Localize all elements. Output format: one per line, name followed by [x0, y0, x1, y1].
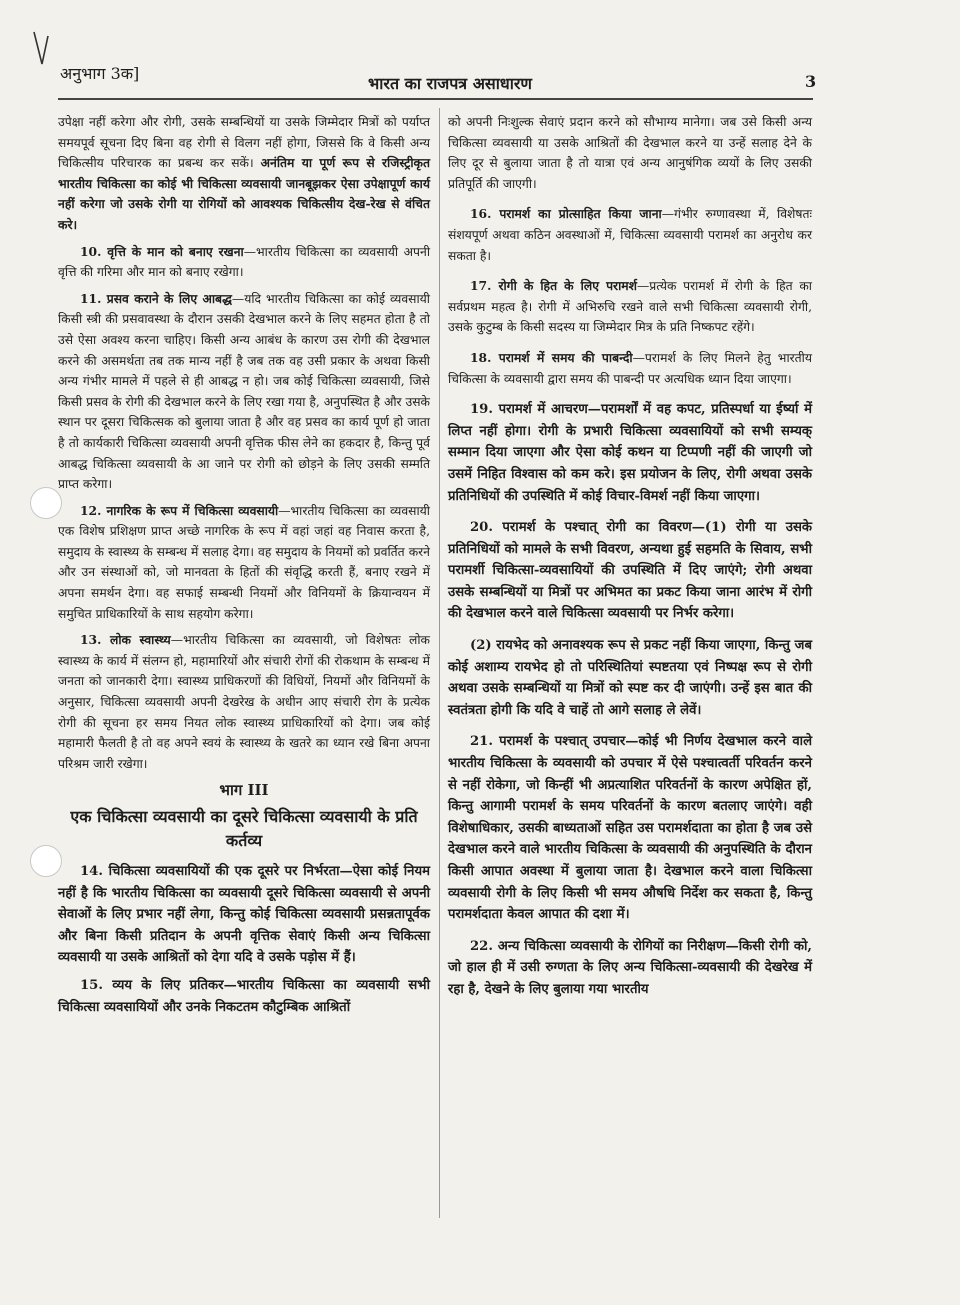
section-17: 17. रोगी के हित के लिए परामर्श—प्रत्येक परामर्श में रोगी के हित का सर्वप्रथम महत्व है। रोगी में अभिरुचि रखने वाले सभी चिकित्सा व्यवसायी रोगी, उसके कुटुम्ब के किसी सदस्य या जिम्मेदार मित्र के प्रति निष्कपट रहेंगे। [448, 278, 812, 335]
section-16: 16. परामर्श का प्रोत्साहित किया जाना—गंभीर रुग्णावस्था में, विशेषतः संशयपूर्ण अथवा कठिन अवस्थाओं में, चिकित्सा व्यवसायी परामर्श का अनुरोध कर सकता है। [448, 206, 813, 263]
section-16-heading: 16. परामर्श का प्रोत्साहित किया जाना [470, 206, 662, 222]
section-12: 12. नागरिक के रूप में चिकित्सा व्यवसायी—भारतीय चिकित्सा का व्यवसायी एक विशेष प्रशिक्षण प्राप्त अच्छे नागरिक के रूप में वहां जहां वह निवास करता है, समुदाय के स्वास्थ्य के सम्बन्ध में सलाह देगा। वह समुदाय के नियमों को प्रवर्तित करने और उन संस्थाओं को, जो मानवता के हितों की संवृद्धि करती हैं, बनाए रखने में अपना समर्थन देगा। वह सफाई सम्बन्धी नियमों और विनियमों के क्रियान्वयन में समुचित प्राधिकारियों के साथ सहयोग करेगा। [58, 502, 430, 621]
section-20-heading: 20. परामर्श के पश्चात् रोगी का विवरण [470, 520, 692, 536]
section-18: 18. परामर्श में समय की पाबन्दी—परामर्श के लिए मिलने हेतु भारतीय चिकित्सा के व्यवसायी द्वारा समय की पाबन्दी पर अत्यधिक ध्यान दिया जाएगा। [448, 349, 812, 386]
section-13-heading: 13. लोक स्वास्थ्य [80, 632, 171, 648]
section-12-heading: 12. नागरिक के रूप में चिकित्सा व्यवसायी [80, 502, 279, 518]
section-19-heading: 19. परामर्श में आचरण [470, 402, 588, 418]
part-title: एक चिकित्सा व्यवसायी का दूसरे चिकित्सा व्यवसायी के प्रति कर्तव्य [70, 807, 418, 850]
section-20-clause-2: (2) रायभेद को अनावश्यक रूप से प्रकट नहीं किया जाएगा, किन्तु जब कोई अशाम्य रायभेद हो तो परिस्थितियां स्पष्टतया एवं निष्पक्ष रूप से रोगी अथवा उसके सम्बन्धियों या मित्रों को स्पष्ट कर दी जाएंगी। उन्हें इस बात की स्वतंत्रता होगी कि यदि वे चाहें तो आगे सलाह ले लेवें। [448, 638, 812, 718]
column-divider [439, 108, 440, 1218]
gazette-title: भारत का राजपत्र असाधारण [368, 74, 532, 93]
section-18-heading: 18. परामर्श में समय की पाबन्दी [470, 349, 633, 365]
header-rule [58, 98, 813, 100]
paragraph-intro: उपेक्षा नहीं करेगा और रोगी, उसके सम्बन्धियों या उसके जिम्मेदार मित्रों को पर्याप्त समयपूर्व सूचना दिए बिना वह रोगी से विलग नहीं होगा, जिससे कि वे किसी अन्य चिकित्सीय परिचारक का प्रबन्ध कर सकें। अनंतिम या पूर्ण रूप से रजिस्ट्रीकृत भारतीय चिकित्सा का कोई भी चिकित्सा व्यवसायी जानबूझकर ऐसा उपेक्षापूर्ण कार्य नहीं करेगा जो उसके रोगी या रोगियों को आवश्यक चिकित्सीय देख-रेख से वंचित करे। [58, 115, 430, 232]
section-17-heading: 17. रोगी के हित के लिए परामर्श [470, 278, 637, 294]
section-14: 14. चिकित्सा व्यवसायियों की एक दूसरे पर निर्भरता—ऐसा कोई नियम नहीं है कि भारतीय चिकित्सा का व्यवसायी दूसरे चिकित्सा व्यवसायी से अपनी सेवाओं के लिए प्रभार नहीं लेगा, किन्तु कोई चिकित्सा व्यवसायी प्रसन्नतापूर्वक और बिना किसी प्रतिदान के अपनी वृत्तिक सेवाएं किसी अन्य चिकित्सा व्यवसायी या उसके आश्रितों को देगा यदि वे उसके पड़ोस में हैं। [58, 864, 430, 966]
section-10: 10. वृत्ति के मान को बनाए रखना—भारतीय चिकित्सा का व्यवसायी अपनी वृत्ति की गरिमा और मान को बनाए रखेगा। [58, 243, 431, 280]
section-11: 11. प्रसव कराने के लिए आबद्ध—यदि भारतीय चिकित्सा का कोई व्यवसायी किसी स्त्री की प्रसवावस्था के दौरान उसकी देखभाल करने के लिए सहमत होता है तो उसे ऐसा अवश्य करना चाहिए। किसी अन्य आबंध के कारण उस रोगी की देखभाल करने की असमर्थता तब तक मान्य नहीं है जब तक वह उसी प्रकार के अथवा किसी अन्य गंभीर मामले में पहले से ही आबद्ध न हो। जब कोई चिकित्सा व्यवसायी, जिसे किसी प्रसव के रोगी की देखभाल करने के लिए रखा गया है, अनुपस्थित है और उसके स्थान पर दूसरा चिकित्सक को बुलाया जाता है और वह प्रसव का कार्य पूर्ण हो जाता है तो कार्यकारी चिकित्सा व्यवसायी अपनी वृत्तिक फीस लेने का हकदार है, किन्तु पूर्व आबद्ध चिकित्सा व्यवसायी के आ जाने पर रोगी को छोड़ने के लिए उसकी सम्मति प्राप्त करेगा। [58, 290, 430, 492]
section-label: अनुभाग 3क] [60, 64, 140, 83]
section-22: 22. अन्य चिकित्सा व्यवसायी के रोगियों का निरीक्षण—किसी रोगी को, जो हाल ही में उसी रुग्णता के लिए अन्य चिकित्सा-व्यवसायी की देखरेख में रहा है, देखने के लिए बुलाया गया भारतीय [448, 938, 812, 997]
section-20: 20. परामर्श के पश्चात् रोगी का विवरण—(1) रोगी या उसके प्रतिनिधियों को मामले के सभी विवरण, अन्यथा हुई सहमति के सिवाय, सभी परामर्शी चिकित्सा-व्यवसायियों की उपस्थिति में दिए जाएंगे; रोगी अथवा उसके सम्बन्धियों या मित्रों पर अभिमत का प्रकट किया जाना आरंभ में रोगी की देखभाल करने वाले चिकित्सा व्यवसायी पर निर्भर करेगा। [448, 520, 812, 622]
left-column [58, 112, 430, 1024]
intro-bold-text: अनंतिम या पूर्ण रूप से रजिस्ट्रीकृत भारतीय चिकित्सा का कोई भी चिकित्सा व्यवसायी जानबूझकर ऐसा उपेक्षापूर्ण कार्य नहीं करेगा जो उसके रोगी या रोगियों को आवश्यक चिकित्सीय देख-रेख से वंचित करे। [58, 155, 430, 232]
section-15: 15. व्यय के लिए प्रतिकर—भारतीय चिकित्सा का व्यवसायी सभी चिकित्सा व्यवसायियों और उनके निकटतम कौटुम्बिक आश्रितों [58, 977, 430, 1015]
right-column [448, 112, 812, 1011]
paragraph-continued: को अपनी निःशुल्क सेवाएं प्रदान करने को सौभाग्य मानेगा। जब उसे किसी अन्य चिकित्सा व्यवसायी या उसके आश्रितों की देखभाल करने या उन्हें सलाह देने के लिए दूर से बुलाया जाता है तो यात्रा एवं अन्य आनुषंगिक व्ययों के लिए उसकी प्रतिपूर्ति की जाएगी। [448, 115, 812, 191]
pen-mark-icon [32, 30, 52, 70]
section-21: 21. परामर्श के पश्चात् उपचार—कोई भी निर्णय देखभाल करने वाले भारतीय चिकित्सा के व्यवसायी को उपचार में ऐसे पश्चात्वर्ती परिवर्तन करने से नहीं रोकेगा, जो किन्हीं भी अप्रत्याशित परिवर्तनों के कारण अपेक्षित हों, किन्तु आगामी परामर्श के समय परिवर्तनों के कारण बतलाए जाएंगे। वही विशेषाधिकार, उसकी बाध्यताओं सहित उस परामर्शदाता का होता है जब उसे देखभाल करने वाले भारतीय चिकित्सा के व्यवसायी की अनुपस्थिति के दौरान किसी आपात अवस्था में बुलाया जाता है। देखभाल करने वाला चिकित्सा व्यवसायी रोगी के लिए किसी भी समय औषधि निर्देश कर सकता है, किन्तु परामर्शदाता केवल आपात की दशा में। [448, 734, 813, 923]
part-label: भाग III [219, 781, 269, 800]
section-22-heading: 22. अन्य चिकित्सा व्यवसायी के रोगियों का निरीक्षण [470, 938, 726, 954]
section-11-heading: 11. प्रसव कराने के लिए आबद्ध [80, 290, 232, 306]
section-13: 13. लोक स्वास्थ्य—भारतीय चिकित्सा का व्यवसायी, जो विशेषतः लोक स्वास्थ्य के कार्य में संलग्न हो, महामारियों और संचारी रोगों की रोकथाम के सम्बन्ध में जनता को जानकारी देगा। स्वास्थ्य प्राधिकरणों की विधियों, नियमों और विनियमों के अनुसार, चिकित्सा व्यवसायी अपनी देखरेख के अधीन आए संचारी रोग के प्रत्येक रोगी की सूचना हर समय नियत लोक स्वास्थ्य प्राधिकारियों को देगा। जब कोई महामारी फैलती है तो वह अपने स्वयं के स्वास्थ्य के खतरे का ध्यान रखे बिना अपना परिश्रम जारी रखेगा। [58, 632, 430, 771]
page-number: 3 [805, 72, 817, 91]
section-10-heading: 10. वृत्ति के मान को बनाए रखना [80, 243, 244, 259]
section-14-heading: 14. चिकित्सा व्यवसायियों की एक दूसरे पर निर्भरता [80, 864, 340, 879]
section-15-heading: 15. व्यय के लिए प्रतिकर [80, 977, 224, 993]
section-19: 19. परामर्श में आचरण—परामर्शों में वह कपट, प्रतिस्पर्धा या ईर्ष्या में लिप्त नहीं होगा। रोगी के प्रभारी चिकित्सा व्यवसायियों को सभी सम्यक् सम्मान दिया जाएगा और ऐसा कोई कथन या टिप्पणी नहीं की जाएगी जो उसमें निहित विश्वास को कम करे। इस प्रयोजन के लिए, रोगी अथवा उसके प्रतिनिधियों की उपस्थिति में कोई विचार-विमर्श नहीं किया जाएगा। [448, 402, 812, 504]
section-21-heading: 21. परामर्श के पश्चात् उपचार [470, 734, 626, 750]
